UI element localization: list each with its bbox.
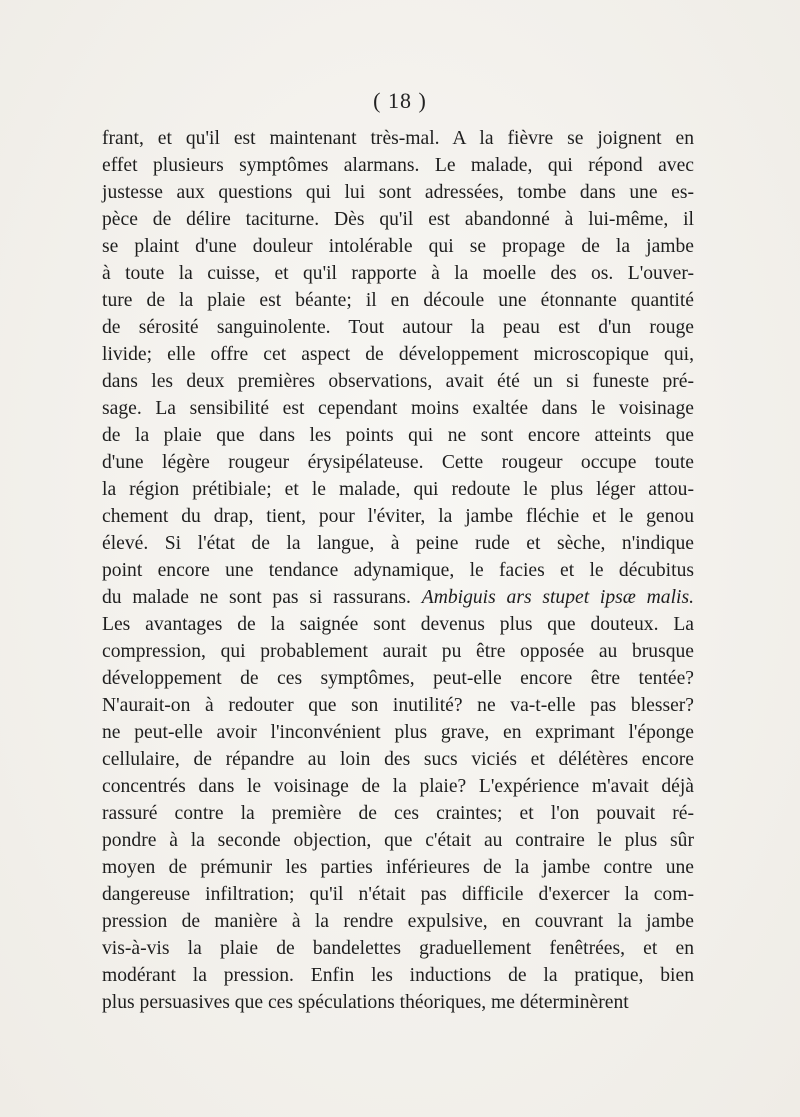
- body-text: [102, 125, 694, 1016]
- text-line: pèce de délire taciturne. Dès qu'il est abandonné à lui-même, il: [102, 209, 694, 230]
- text-line: modérant la pression. Enfin les inductions de la pratique, bien: [102, 965, 694, 986]
- text-line: vis-à-vis la plaie de bandelettes graduellement fenêtrées, et en: [102, 938, 694, 959]
- text-line: ture de la plaie est béante; il en découle une étonnante quantité: [102, 290, 694, 311]
- text-line: N'aurait-on à redouter que son inutilité? ne va-t-elle pas blesser?: [102, 695, 694, 716]
- text-line-with-quote: [102, 584, 694, 611]
- text-line: effet plusieurs symptômes alarmans. Le malade, qui répond avec: [102, 155, 694, 176]
- text-line: développement de ces symptômes, peut-elle encore être tentée?: [102, 668, 694, 689]
- text-line: dangereuse infiltration; qu'il n'était pas difficile d'exercer la com-: [102, 884, 694, 905]
- text-line: rassuré contre la première de ces craintes; et l'on pouvait ré-: [102, 803, 694, 824]
- text-line: se plaint d'une douleur intolérable qui se propage de la jambe: [102, 236, 694, 257]
- text-line: moyen de prémunir les parties inférieures de la jambe contre une: [102, 857, 694, 878]
- text-line: Les avantages de la saignée sont devenus plus que douteux. La: [102, 614, 694, 635]
- text-line: pondre à la seconde objection, que c'était au contraire le plus sûr: [102, 830, 694, 851]
- text-line: dans les deux premières observations, avait été un si funeste pré-: [102, 371, 694, 392]
- text-line: justesse aux questions qui lui sont adressées, tombe dans une es-: [102, 182, 694, 203]
- text-line: plus persuasives que ces spéculations théoriques, me déterminèrent: [102, 992, 629, 1013]
- text-line: livide; elle offre cet aspect de développement microscopique qui,: [102, 344, 694, 365]
- text-line: pression de manière à la rendre expulsive, en couvrant la jambe: [102, 911, 694, 932]
- text-line: de la plaie que dans les points qui ne sont encore atteints que: [102, 425, 694, 446]
- text-line: point encore une tendance adynamique, le facies et le décubitus: [102, 560, 694, 581]
- text-line: d'une légère rougeur érysipélateuse. Cette rougeur occupe toute: [102, 452, 694, 473]
- text-line: à toute la cuisse, et qu'il rapporte à la moelle des os. L'ouver-: [102, 263, 694, 284]
- text-segment: du malade ne sont pas si rassurans.: [102, 587, 411, 608]
- text-line: cellulaire, de répandre au loin des sucs viciés et délétères encore: [102, 749, 694, 770]
- text-line: frant, et qu'il est maintenant très-mal. A la fièvre se joignent en: [102, 128, 694, 149]
- text-line: la région prétibiale; et le malade, qui redoute le plus léger attou-: [102, 479, 694, 500]
- text-line: chement du drap, tient, pour l'éviter, la jambe fléchie et le genou: [102, 506, 694, 527]
- text-line: concentrés dans le voisinage de la plaie? L'expérience m'avait déjà: [102, 776, 694, 797]
- text-line: sage. La sensibilité est cependant moins exaltée dans le voisinage: [102, 398, 694, 419]
- latin-quote: Ambiguis ars stupet ipsæ malis.: [421, 587, 694, 608]
- page-number: ( 18 ): [373, 88, 427, 113]
- text-line: compression, qui probablement aurait pu être opposée au brusque: [102, 641, 694, 662]
- text-line: ne peut-elle avoir l'inconvénient plus grave, en exprimant l'éponge: [102, 722, 694, 743]
- text-line: élevé. Si l'état de la langue, à peine rude et sèche, n'indique: [102, 533, 694, 554]
- text-line: de sérosité sanguinolente. Tout autour la peau est d'un rouge: [102, 317, 694, 338]
